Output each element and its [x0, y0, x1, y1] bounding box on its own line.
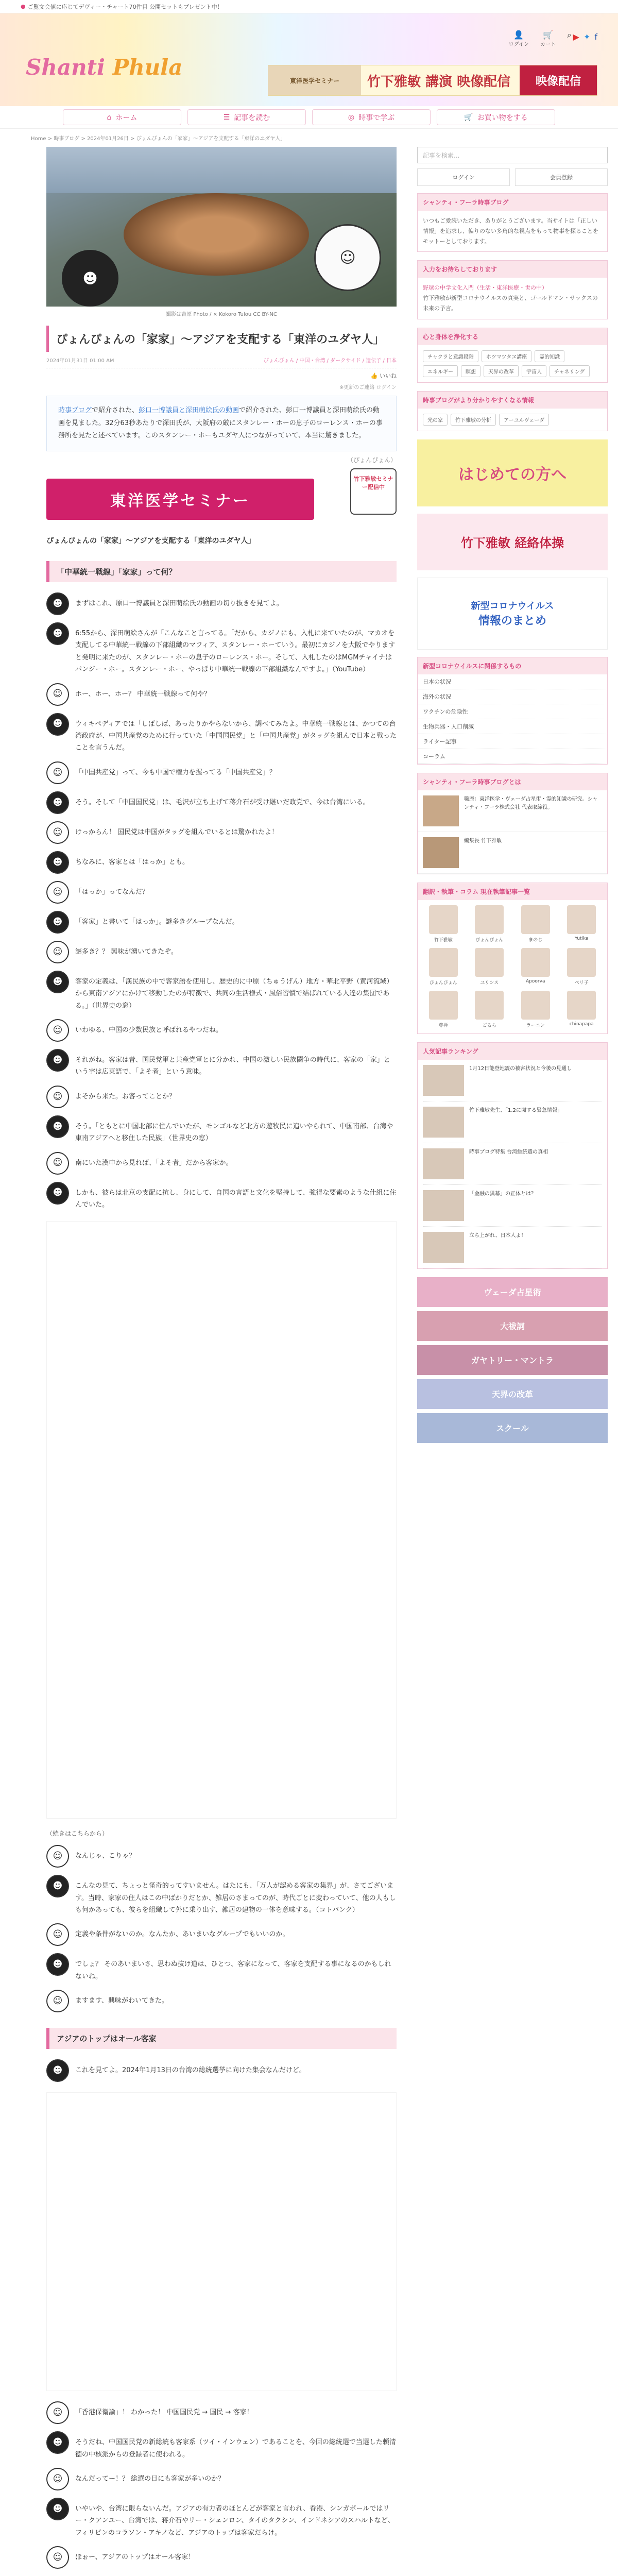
writer-name: 竹下雅敏	[434, 937, 453, 943]
sidebar-banner[interactable]: ガヤトリー・マントラ	[417, 1345, 608, 1375]
login-row	[417, 168, 608, 186]
toshi-sub[interactable]: 野球の中学文化入門（生活・東洋医療・世の中）	[423, 284, 547, 292]
dialogue-text: 南にいた漢申から見れば、「よそ者」だから客家か。	[75, 1159, 233, 1167]
speaker-dark-icon: ☻	[46, 791, 69, 814]
ranking-title: 竹下雅敏先生、「1.2に関する緊急情報」	[469, 1107, 562, 1113]
register-button[interactable]: 会員登録	[515, 168, 608, 186]
dialogue-line	[46, 2059, 397, 2082]
toshi-body: 竹下雅敏が新型コロナウイルスの真実と、ゴールドマン・サックスの未来の予言。	[423, 295, 598, 312]
nav-learn[interactable]: ◎ 時事で学ぶ	[312, 109, 431, 125]
sidebar	[417, 147, 608, 2576]
hero-caption: 撮影は吉原 Photo / × Kokoro Tulou CC BY-NC	[166, 312, 277, 317]
dialogue-text: 「中国共産党」って、今も中国で権力を握ってる「中国共産党」？	[75, 768, 276, 776]
dialogue-line	[46, 851, 397, 874]
continue-note[interactable]: （続きはこちらから）	[46, 1830, 109, 1838]
dialogue-line	[46, 761, 397, 784]
cart-icon: 🛒	[543, 30, 553, 40]
writer-avatar	[475, 948, 504, 977]
blog-box	[417, 391, 608, 431]
blog-heading: 時事ブログがより分かりやすくなる情報	[418, 392, 607, 409]
about-box	[417, 773, 608, 874]
writer-item[interactable]	[423, 905, 464, 943]
tag-list	[418, 409, 607, 431]
dialogue-line	[46, 592, 397, 615]
cart-icon: 🛒	[464, 113, 473, 122]
ranking-thumb	[423, 1065, 464, 1096]
like-button[interactable]: 👍 いいね	[370, 372, 397, 379]
seminar-sticker[interactable]: 竹下雅敏セミナー配信中	[350, 468, 397, 515]
ranking-thumb	[423, 1107, 464, 1138]
writer-avatar	[521, 948, 550, 977]
writer-item[interactable]	[423, 948, 464, 986]
ranking-item[interactable]	[423, 1185, 602, 1227]
author-photo	[423, 795, 459, 826]
dialogue-line	[46, 1875, 397, 1916]
logo-main: Shanti	[26, 55, 105, 80]
dialogue-text: でしょ？ そのあいまいさ、思わぬ抜け道は、ひとつ、客家になって、客家を支配する事になるのかもしれないね。	[75, 1960, 391, 1980]
editor-photo	[423, 837, 459, 868]
speaker-dark-icon: ☻	[46, 1115, 69, 1138]
writer-name: ごるら	[482, 1023, 496, 1028]
nav-home[interactable]: ⌂ ホーム	[63, 109, 181, 125]
tag-item[interactable]: 竹下雅敏の分析	[451, 414, 496, 426]
dialogue-line	[46, 1115, 397, 1145]
speaker-dark-icon: ☻	[46, 1953, 69, 1976]
dialogue-line	[46, 2431, 397, 2461]
speaker-dark-icon: ☻	[46, 851, 69, 874]
logo-sub: Phula	[112, 55, 183, 80]
nav-shop[interactable]: 🛒 お買い物をする	[437, 109, 555, 125]
dialogue-line	[46, 1990, 397, 2012]
ranking-thumb	[423, 1232, 464, 1263]
topbar-text: ご覧文会値に応じてデヴィー・チャート70件目 公開セットもプレゼント中！	[27, 3, 223, 10]
dialogue-line	[46, 683, 397, 706]
login-link[interactable]: 👤 ログイン	[508, 30, 529, 47]
search-icon: ⌕	[567, 30, 572, 40]
writer-avatar	[567, 948, 596, 977]
tag-item[interactable]: 光の家	[423, 414, 448, 426]
speaker-dark-icon: ☻	[46, 1182, 69, 1205]
dialogue-text: なんじゃ、こりゃ？	[75, 1852, 136, 1860]
article-date: 2024年01月31日 01:00 AM	[46, 358, 114, 364]
writer-item[interactable]	[469, 905, 510, 943]
speaker-light-icon: ☺	[46, 761, 69, 784]
dialogue-text: 「香港保衛論」！ わかった！ 中国国民党 → 国民 → 客家！	[75, 2409, 253, 2417]
ranking-box	[417, 1042, 608, 1269]
facebook-icon[interactable]: f	[594, 32, 597, 42]
speaker-dark-icon: ☻	[46, 2059, 69, 2082]
category-item[interactable]: 日本の状況	[418, 674, 607, 689]
speaker-dark-icon: ☻	[46, 1875, 69, 1897]
writer-item[interactable]	[561, 991, 603, 1028]
speaker-light-icon: ☺	[46, 941, 69, 963]
dialogue-line	[46, 821, 397, 844]
writer-name: ペリ子	[574, 980, 589, 986]
embedded-video[interactable]	[46, 1221, 397, 1819]
dialogue-line	[46, 1182, 397, 1211]
ranking-item[interactable]	[423, 1101, 602, 1143]
category-list	[418, 674, 607, 764]
editor-heading: 編集長 竹下雅敏	[464, 838, 502, 844]
tag-list	[418, 345, 607, 382]
sidebar-banner[interactable]: 天界の改革	[417, 1379, 608, 1409]
intro-signature: （ぴょんぴょん）	[347, 456, 397, 464]
writer-name: Apoorva	[526, 978, 545, 984]
dialogue-line	[46, 791, 397, 814]
tag-item[interactable]: 宇宙人	[522, 365, 546, 377]
dialogue-text: 定義や条件がないのか。なんたか、あいまいなグループでもいいのか。	[75, 1930, 289, 1939]
ranking-title: 1月12日能登地震の被害状況と今後の見通し	[469, 1065, 572, 1072]
writer-name: ユリシス	[480, 980, 499, 986]
article-subtitle: ぴょんぴょんの「家家」〜アジアを支配する「東洋のユダヤ人」	[46, 537, 255, 546]
dialogue-line	[46, 1953, 397, 1982]
writer-avatar	[521, 991, 550, 1020]
nav-articles[interactable]: ☰ 記事を読む	[187, 109, 306, 125]
lecture-banner[interactable]	[268, 65, 597, 96]
writer-item[interactable]	[561, 905, 603, 943]
writers-box	[417, 883, 608, 1034]
writer-avatar	[475, 905, 504, 934]
writer-item[interactable]	[515, 948, 556, 986]
dialogue-line	[46, 713, 397, 754]
writer-avatar	[475, 991, 504, 1020]
writer-item[interactable]	[469, 948, 510, 986]
dialogue-text: それがね。客家は昔、国民党軍と共産党軍とに分かれ、中国の激しい民族闘争の時代に、客家の「家」という字は広東語で、「よそ者」という意味。	[75, 1056, 390, 1076]
speaker-light-icon: ☺	[46, 1923, 69, 1946]
sidebar-banner[interactable]: ヴェーダ占星術	[417, 1277, 608, 1307]
intro-link-blog[interactable]: 時事ブログ	[58, 406, 92, 414]
dialogue-text: 謎多き？？ 興味が湧いてきたぞ。	[75, 947, 178, 956]
dialogue-text: ホー、ホー、ホー？ 中華統一戦線って何や？	[75, 690, 211, 698]
toshi-box	[417, 260, 608, 319]
dialogue-line	[46, 941, 397, 963]
tag-item[interactable]: アーユルヴェーダ	[499, 414, 549, 426]
seminar-banner[interactable]: 東洋医学セミナー	[46, 479, 314, 520]
dialogue-text: ますます、興味がわいてきた。	[75, 1997, 168, 2005]
dialogue-line	[46, 881, 397, 904]
speaker-light-icon: ☺	[46, 2468, 69, 2490]
list-icon: ☰	[223, 113, 230, 122]
dialogue-text: 「客家」と書いて「はっか」。謎多きグループなんだ。	[75, 918, 239, 926]
cart-link[interactable]: 🛒 カート	[540, 30, 556, 47]
writer-avatar	[429, 991, 458, 1020]
ranking-item[interactable]	[423, 1227, 602, 1268]
tag-item[interactable]: チャクラと意識段階	[423, 350, 478, 362]
header-actions	[509, 30, 572, 47]
dialogue-line	[46, 1086, 397, 1108]
dialogue-block	[46, 592, 397, 1211]
sidebar-banner[interactable]: スクール	[417, 1413, 608, 1443]
user-icon: 👤	[513, 30, 524, 40]
character-light-icon: ☺	[314, 224, 381, 291]
dialogue-line	[46, 622, 397, 676]
dialogue-line	[46, 1049, 397, 1078]
tag-item[interactable]: 霊的知識	[535, 350, 564, 362]
target-icon: ◎	[348, 113, 355, 122]
dialogue-text: ウィキペディアでは「しばしば、あったりかやらないから、調べてみたよ。中華統一戦線とは、かつての台湾政府が、中国共産党のために行っていた「中国国民党」と「中国共産党」がタッグを組んで日本と戦ったことを言うんだ。	[75, 720, 397, 752]
tag-item[interactable]: チャネリング	[550, 365, 590, 377]
category-item[interactable]: 生物兵器・人口削減	[418, 719, 607, 734]
article-main	[46, 147, 397, 2576]
ranking-thumb	[423, 1148, 464, 1179]
writer-item[interactable]	[561, 948, 603, 986]
speaker-dark-icon: ☻	[46, 2498, 69, 2520]
corona-box	[417, 657, 608, 765]
dialogue-text: しかも、彼らは北京の支配に抗し、身にして、自国の言語と文化を堅持して、強得な要素のような仕組に住んでいた。	[75, 1189, 397, 1209]
taiken-heading: 心と身体を浄化する	[418, 328, 607, 345]
dialogue-line	[46, 1152, 397, 1175]
dialogue-line	[46, 2546, 397, 2569]
speaker-light-icon: ☺	[46, 1019, 69, 1042]
speaker-light-icon: ☺	[46, 1990, 69, 2012]
speaker-dark-icon: ☻	[46, 1049, 69, 1072]
about-body: 職歴：東洋医学・ヴェーダ占星術・霊的知識の研究。シャンティ・フーラ株式会社 代表取締役。	[464, 796, 598, 810]
site-header	[0, 13, 618, 106]
banner-right: 映像配信	[520, 65, 597, 95]
follow-note[interactable]: ※更新のご連絡 ログイン	[339, 385, 397, 391]
banner-left: 東洋医学セミナー	[268, 65, 361, 95]
writer-name: まのじ	[528, 937, 543, 943]
tulou-building	[124, 193, 309, 276]
dialogue-text: けっからん！ 国民党は中国がタッグを組んでいるとは驚かれたよ！	[75, 828, 279, 836]
speaker-light-icon: ☺	[46, 821, 69, 844]
article-title: ぴょんぴょんの「家家」〜アジアを支配する「東洋のユダヤ人」	[46, 326, 397, 352]
writer-name: ラーニン	[526, 1023, 545, 1028]
writer-name: ぴょんぴょん	[429, 980, 457, 986]
dialogue-text: 6:55から、深田萌絵さんが「こんなこと言ってる。「だから、カジノにも、入札に来ていたのが、マカオを支配してる中華統一戦線の下部組織のマフィア、スタンレー・ホーていう。最初にカジノを大阪でやりますと発明に来たのが、スタンレー・ホーの息子のローレンス・ホー。そして、入札したのはMGMチャイナはパンジー・ホー。スタンレー・ホー、やっぱり中華統一戦線の下部組織なんですよ。」（YouTube）	[75, 630, 396, 674]
speaker-light-icon: ☺	[46, 2401, 69, 2424]
youtube-icon[interactable]: ▶	[573, 32, 579, 42]
article-tags[interactable]: ぴょんぴょん / 中国・台湾 / ダークサイド / 遺伝子 / 日本	[263, 358, 397, 364]
social-links	[573, 32, 597, 42]
speaker-light-icon: ☺	[46, 1845, 69, 1868]
writer-avatar	[567, 991, 596, 1020]
home-icon: ⌂	[107, 113, 112, 122]
tag-item[interactable]: 天界の改革	[484, 365, 519, 377]
speaker-light-icon: ☺	[46, 683, 69, 706]
dialogue-text: そう。そして「中国国民党」は、毛沢が立ち上げて蒋介石が受け継いだ政党で、今は台湾にいる。	[75, 798, 370, 806]
ranking-title: 「金融の黒幕」の正体とは？	[469, 1191, 536, 1197]
exercise-ad[interactable]: 竹下雅敏 経絡体操	[417, 514, 608, 570]
dialogue-line	[46, 1019, 397, 1042]
taiken-box	[417, 328, 608, 383]
intro-link-video[interactable]: 彭口一博議員と深田萌絵氏の動画	[139, 406, 239, 414]
ranking-heading: 人気記事ランキング	[418, 1043, 607, 1060]
speaker-dark-icon: ☻	[46, 2431, 69, 2454]
intro-body: で紹介された、彭口一博議員と深田萌絵氏の動画を見ました。32分63秒あたりで深田氏が、大阪府の厳にスタンレー・ホーの息子のローレンス・ホーの事務所を見たと述べています。このスタンレー・ホーもユダヤ人につながっていて、本当に驚きました。	[58, 406, 383, 440]
speaker-light-icon: ☺	[46, 1152, 69, 1175]
dialogue-block	[46, 2059, 397, 2082]
section-heading: アジアのトップはオール客家	[46, 2028, 397, 2049]
embedded-video[interactable]	[46, 2092, 397, 2391]
article-meta	[46, 352, 397, 368]
dialogue-text: いやいや、台湾に限らないんだ。アジアの有力者のほとんどが客家と言われ、香港、シンガポールではリー・クアンユー、台湾では、蒋介石やリー・シェンロン、タイのタクシン、インドネシアのスハルトなど、フィリピンのコラソン・アキノなど、アジアのトップは客家だらけ。	[75, 2505, 394, 2537]
dialogue-text: なんだってー！？ 総選の日にも客家が多いのか？	[75, 2475, 225, 2483]
dialogue-text: 「はっか」ってなんだ？	[75, 888, 149, 896]
section-heading: 「中華統一戦線」「家家」って何？	[46, 561, 397, 582]
ranking-title: 立ち上がれ、日本人よ！	[469, 1232, 526, 1239]
speaker-light-icon: ☺	[46, 1086, 69, 1108]
tag-item[interactable]: エネルギー	[423, 365, 458, 377]
dialogue-text: よそから来た。お客ってことか？	[75, 1092, 176, 1100]
breadcrumb[interactable]: Home > 時事ブログ > 2024年01月26日 > ぴょんぴょんの「家家」〜アジアを支配する「東洋のユダヤ人」	[31, 136, 286, 142]
topbar	[0, 0, 618, 13]
dialogue-line	[46, 971, 397, 1012]
category-item[interactable]: 海外の状況	[418, 689, 607, 704]
speaker-dark-icon: ☻	[46, 622, 69, 645]
character-dark-icon: ☻	[62, 250, 118, 307]
notice-heading: シャンティ・フーラ時事ブログ	[418, 194, 607, 211]
writer-avatar	[521, 905, 550, 934]
toshi-heading: 入力をお待ちしております	[418, 261, 607, 278]
speaker-dark-icon: ☻	[46, 592, 69, 615]
writer-avatar	[567, 905, 596, 934]
writer-item[interactable]	[469, 991, 510, 1028]
dialogue-text: そうだね、中国国民党の新総統も客家系（ツイ・インウェン）であることを、今回の総統選で当選した頼清徳の中核派からの登録者に使われる。	[75, 2438, 396, 2459]
tag-item[interactable]: 瞑想	[461, 365, 480, 377]
dialogue-text: そう。「ともとに中国北部に住んでいたが、モンゴルなど北方の遊牧民に追いやられて、中国南部、台湾や東南アジアへと移住した民族」（世界史の窓）	[75, 1122, 393, 1143]
speaker-dark-icon: ☻	[46, 713, 69, 736]
writer-grid	[418, 900, 607, 1033]
speaker-dark-icon: ☻	[46, 911, 69, 934]
writer-name: Yutika	[574, 936, 589, 941]
speaker-dark-icon: ☻	[46, 971, 69, 993]
dialogue-line	[46, 2498, 397, 2539]
writer-item[interactable]	[515, 991, 556, 1028]
ranking-list	[418, 1060, 607, 1268]
dialogue-block	[46, 2401, 397, 2569]
writer-item[interactable]	[515, 905, 556, 943]
dialogue-line	[46, 2468, 397, 2490]
dialogue-line	[46, 2401, 397, 2424]
category-item[interactable]: ワクチンの危険性	[418, 704, 607, 719]
writer-avatar	[429, 948, 458, 977]
banner-list	[417, 1277, 608, 1443]
dialogue-line	[46, 911, 397, 934]
dialogue-text: ほぉー、アジアのトップはオール客家！	[75, 2553, 195, 2562]
writer-name: 尊禅	[438, 1023, 448, 1028]
corona-ad[interactable]: 新型コロナウイルス 情報のまとめ	[417, 578, 608, 650]
ranking-title: 時事ブログ特集 台湾総統選の真相	[469, 1149, 548, 1155]
ranking-item[interactable]	[423, 1143, 602, 1185]
notice-body: いつもご愛読いただき、ありがとうございます。当サイトは「正しい情報」を追求し、偏りのない多角的な視点をもって物事を探ることをモットーとしております。	[423, 217, 598, 245]
beginner-ad[interactable]: はじめての方へ	[417, 439, 608, 506]
hero-image	[46, 147, 397, 307]
ranking-thumb	[423, 1190, 464, 1221]
twitter-icon[interactable]: ✦	[583, 32, 591, 42]
writer-name: ぴょんぴょん	[475, 937, 504, 943]
category-item[interactable]: コーラム	[418, 749, 607, 764]
writers-heading: 翻訳・執筆・コラム 現在執筆記事一覧	[418, 883, 607, 900]
login-button[interactable]: ログイン	[417, 168, 510, 186]
dialogue-line	[46, 1845, 397, 1868]
intro-box: 時事ブログで紹介された、彭口一博議員と深田萌絵氏の動画で紹介された、彭口一博議員と深田萌絵氏の動画を見ました。32分63秒あたりで深田氏が、大阪府の厳にスタンレー・ホーの息子のローレンス・ホーの事務所を見たと述べています。このスタンレー・ホーもユダヤ人につながっていて、本当に驚きました。	[46, 396, 397, 451]
dialogue-text: まずはこれ、原口一博議員と深田萌絵氏の動画の切り抜きを見てよ。	[75, 600, 283, 608]
dialogue-text: 客家の定義は、「漢民族の中で客家語を使用し、歴史的に中原（ちゅうげん）地方・華北平野（黄河流域）から東南アジアにかけて移動したのが特徴で、共同の生活様式・風俗習慣で結ばれている人達の集団である。」（世界史の窓）	[75, 977, 393, 1010]
speaker-light-icon: ☺	[46, 2546, 69, 2569]
writer-item[interactable]	[423, 991, 464, 1028]
dialogue-text: ちなみに、客家とは「はっか」とも。	[75, 858, 190, 866]
writer-name: chinapapa	[569, 1021, 594, 1027]
dialogue-text: いわゆる、中国の少数民族と呼ばれるやつだね。	[75, 1026, 223, 1034]
sidebar-banner[interactable]: 大祓詞	[417, 1311, 608, 1341]
notice-icon: ●	[21, 3, 26, 10]
ranking-item[interactable]	[423, 1060, 602, 1101]
shanti-heading: シャンティ・フーラ時事ブログとは	[418, 773, 607, 790]
writer-avatar	[429, 905, 458, 934]
search-link[interactable]	[567, 30, 572, 47]
tag-item[interactable]: ホツマツタヱ講座	[482, 350, 532, 362]
dialogue-text: これを見てよ。2024年1月13日の台湾の総統選挙に向けた集会なんだけど。	[75, 2066, 306, 2075]
dialogue-line	[46, 1923, 397, 1946]
category-item[interactable]: ライター記事	[418, 734, 607, 749]
banner-main: 竹下雅敏 講演 映像配信	[367, 74, 511, 90]
notice-box	[417, 193, 608, 252]
speaker-light-icon: ☺	[46, 881, 69, 904]
global-nav	[0, 106, 618, 129]
dialogue-block	[46, 1845, 397, 2012]
corona-heading: 新型コロナウイルスに関係するもの	[418, 657, 607, 674]
site-logo[interactable]	[26, 55, 182, 80]
search-input[interactable]: 記事を検索...	[417, 147, 608, 163]
dialogue-text: こんなの見て、ちょっと怪奇的ってすいません。はたにも、「万人が認める客家の集界」が、さてございます。当時、家家の住人はこの中ばかりだとか、雑居のさまってのが、時代ごとに変わっていて、他の人もしも何かあっても、彼らを組織して外に乗り出す、雑居の建物の一体を意味する。（コトバンク）	[75, 1882, 396, 1914]
